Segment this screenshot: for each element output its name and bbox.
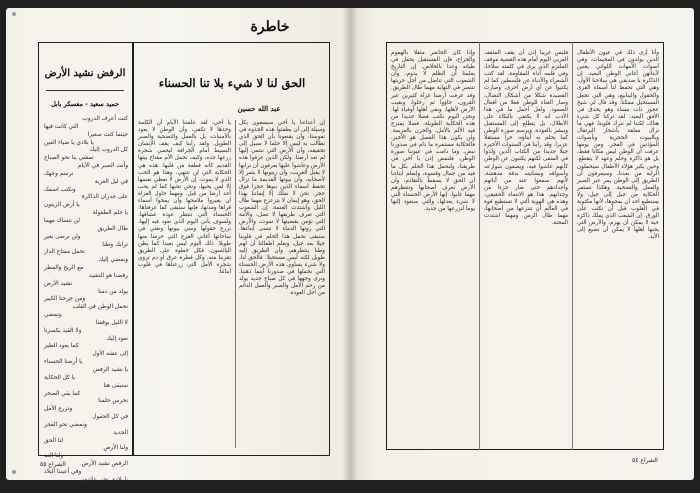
article-column-right: إن أعداءنا يا أخي سيسعون بكل وسيلة إلى أن يطفئوا هذه الجذوة في نفوسنا، وأن يقنعونا بأن الحق الذي نطالب به ليس إلا حلما لا سبيل إلى تحقيقه، وأن الأرض التي ننتمي إليها لم تعد أرضنا. ولكن الذين عرفوا هذه الأرض وعاشوا عليها يعرفون أن ترابها لا يقبل الغريب، وأن زيتونها لا يثمر إلا لأصحابه، وأن بيوتها القديمة ما تزال تحفظ أسماء الذين بنوها حجرا فوق حجر. نحن لا نملك إلا إيماننا بهذا الحق، وهو إيمان لا يتزعزع مهما طال الليل واشتدت العتمة. إن الشعوب التي تعرف طريقها لا تضل، والأمة التي تؤمن بقضيتها لا تموت، والأرض التي روتها الدماء لا تنسى أبناءها. سنبقى نحمل هذا الحلم في قلوبنا جيلا بعد جيل، ونعلم أطفالنا أن لهم وطنا ينتظرهم، وأن الطريق إليه طويل لكنه ليس مستحيلا. فالحق لنا، ولا شيء يساوي هذه الأرض الحسناء التي نحملها في صدورنا أينما ذهبنا، ونرى وجهها في كل صباح جديد يولد من رحم الأمل والصبر والعمل الدائم من أجل العودة. — [239, 120, 325, 297]
poem-line: التي كانت فيها — [44, 123, 79, 130]
right-divider-1 — [479, 42, 480, 450]
poem-line: كنت أعرف الدروب — [82, 116, 128, 122]
poem-line: نحمل مفتاح الدار — [44, 249, 85, 256]
poem-line: ترابك وطنا — [102, 241, 128, 248]
poem-line: على جدران الذاكرة — [81, 194, 128, 201]
poem-line: نعود إليك — [106, 335, 128, 342]
poem-line: يولد من دمنا — [98, 288, 128, 295]
poem-line: نحمل الوطن في القلب — [72, 304, 128, 311]
right-column-1: وأنا أرى ذلك في عيون الأطفال الذين يولدون في المخيمات، وفي أصوات الأمهات اللواتي يغنين لأبنائهن أغاني الوطن البعيد. إن الذاكرة يا صديقي هي سلاحنا الأول، وهي التي تحفظ لنا أسماء القرى والحقول والينابيع، وهي التي تجعل المستحيل ممكنا. وقد قال لي شيخ عجوز ذات مساء وهو يحدق في الأفق البعيد: لقد تركنا كل شيء هناك، لكننا لم نترك قلوبنا، فهي ما تزال معلقة بأشجار البرتقال وبالبيوت الحجرية وبأصوات المؤذنين في الفجر. ومن يومها عرفت أن الوطن ليس مكانا فقط، بل هو ذاكرة وحلم وعهد لا ينقطع. وحين يكبر هؤلاء الأطفال سيحملون الراية من بعدنا، وسيعرفون أن الطريق إلى الوطن يمر عبر الصبر والعمل والتضحية. وهكذا تستمر الحكاية من جيل إلى جيل، ولا يستطيع أحد أن يمحوها، لأنها مكتوبة في القلوب قبل أن تكتب على الورق. إن الشعب الذي يملك ذاكرة حية لا يمكن أن يهزم، والأرض التي يحبها أهلها لا يمكن أن تضيع إلى الأبد. — [577, 50, 659, 241]
poem-line: ونزرع الأمل — [44, 406, 73, 413]
article-gutter — [235, 120, 236, 448]
poem-line: الجديد — [113, 429, 128, 436]
poem-line: كما بقي الصخر — [44, 390, 81, 397]
page-footer-right: الشراع ٥٤ — [632, 457, 658, 464]
page-footer-left: الشراع ٥٥ — [40, 461, 66, 468]
poem-line: ولا القيد يكسرنا — [44, 327, 82, 334]
poem-line: يا بلادي نحن عائدون — [80, 476, 128, 483]
poem-line: كما يعود الطير — [44, 343, 79, 350]
poem-line: ولن نرضى بغير — [44, 233, 81, 240]
poem-line: كل الدروب إليك — [89, 147, 128, 154]
poem-line: يا نشيد الرفض — [92, 367, 128, 373]
poem-author: حميد سعيد - معسكر بابل — [51, 100, 119, 108]
poem-line: مع الريح والمطر — [44, 265, 84, 272]
left-page — [6, 8, 350, 491]
poem-line: إلى عشه الأول — [92, 351, 128, 358]
poem-title: الرفض نشيد الأرض — [44, 68, 126, 79]
column-divider — [132, 42, 134, 456]
poem-line: لنا الحق — [44, 437, 64, 444]
section-label: خاطرة — [250, 19, 290, 35]
right-column-3: وإذا كان الحاضر مثقلا بالهموم والجراح، فإن المستقبل يحمل في طياته وعدا بالخلاص. إن التاريخ يعلمنا أن الظلم لا يدوم، وأن الشعوب التي تناضل من أجل حريتها تنتصر في النهاية مهما طال الطريق. وقد عرفت أرضنا غزاة كثيرين عبر القرون، جاؤوا ثم رحلوا، وبقيت الأرض لأهلها، وبقي أهلها أوفياء لها. ونحن اليوم نكتب فصلا جديدا من هذه الحكاية الطويلة، فصلا يمتزج فيه الألم بالأمل، والحزن بالعزيمة. ولن يكون هذا الفصل هو الأخير، فالحكاية مستمرة ما دام في صدورنا نبض، وما دامت في عيوننا صورة الوطن. فلنمض إذن يا أخي في طريقنا، ولنحمل هذا الحلم بكل ما فيه من جمال وقسوة، ولنعلم أبناءنا أن الحق لا يسقط بالتقادم، وأن الأرض تعرف أصحابها وتنتظرهم مهما غابوا. إنها الأرض الحسناء التي لا شيء يعدلها، والتي سنعود إليها يوما لنزرعها من جديد. — [391, 50, 475, 213]
poem-title-rule — [46, 90, 124, 91]
poem-line: نرسم وجهك — [44, 170, 74, 177]
right-divider-2 — [572, 42, 573, 450]
poem-line: نشيد الأرض — [44, 280, 73, 287]
article-column-left: يا أخي، لقد علمتنا الأيام أن الكلمة وحدها لا تكفي، وأن الوطن لا يعود بالأمنيات، بل بالعمل والتضحية والصبر الطويل. ولقد رأينا كيف يقف الإنسان البسيط أمام الجرافة ليحمي شجرة زرعها جده، وكيف تحمل الأم مفتاح بيتها القديم كأنه قطعة من قلبها. هذه هي الحكاية التي لن تنتهي، وهذا هو الحب الذي لا يموت. إن الأرض لا تعطي نفسها إلا لمن يحبها، ونحن نحبها كما لم يحب أحد أرضا من قبل. ومهما حاول الغزاة أن يغيروا ملامحها وأن يمحوا أسماء قراها ومدنها، فإنها ستبقى كما عرفناها: الحسناء التي تنتظر عودة عشاقها. ولسوف يأتي اليوم الذي نعود فيه إليها، نزرع حقولها ونبني بيوتها ونغني في ساحاتها أغاني الفرح التي حرمنا منها طويلا. ذلك اليوم ليس بعيدا كما يظن اليائسون، فكل خطوة على الطريق تقربنا منه، وكل قطرة عرق أو دم تروي شجرة الأمل التي زرعناها في قلوب أبنائنا. — [138, 120, 231, 275]
poem-line: يا بلادي يا ضياء العين — [44, 139, 94, 146]
poem-line: يا أرض الزيتون — [44, 202, 80, 209]
book-gutter — [342, 8, 358, 480]
right-page — [350, 8, 694, 480]
poem-line: ونمضي نحو الفجر — [44, 421, 87, 428]
poem-line: نحرس حلمنا — [98, 398, 128, 405]
poem-line: حينما كنت صغيرا — [87, 131, 128, 138]
right-column-2: فليس غريبا إذن أن يقف المثقف العربي اليوم أمام هذه القضية موقف الملتزم الذي يرى في كلمته سلاحا، وفي قلمه أداة للمقاومة. لقد كتب الشعراء والأدباء عن فلسطين كما لم يكتبوا عن أي أرض أخرى، وصارت القصيدة شكلا من أشكال النضال، وصار الغناء للوطن فعلا من أفعال الصمود. ولعل أجمل ما في هذا الأدب أنه لا يكتفي بالبكاء على الأطلال، بل يتطلع إلى المستقبل ويبشر بالعودة، ويرسم صورة الوطن كما يحلم به أبناؤه: حرا مستقلا عزيزا. وقد رأينا في السنوات الأخيرة جيلا جديدا من الكتاب الذين ولدوا في المنفى لكنهم يكتبون عن الوطن كأنهم عاشوا فيه، ويصفون شوارعه وأسواقه وبساتينه بدقة مدهشة، لأنهم سمعوا عنه من آبائهم وأجدادهم حتى صار جزءا من وجدانهم. هذا هو الانتماء الحقيقي، وهذه هي الهوية التي لا تستطيع قوة في العالم أن تنتزعها من أصحابها، مهما طال الزمن ومهما اشتدت المحنة. — [484, 50, 568, 227]
poem-line: وفي أعيننا البلاد — [44, 468, 82, 475]
poem-line: يا كل الحكاية — [44, 374, 76, 381]
poem-line: سنبقى هنا — [103, 382, 128, 389]
poem-line: وأنت الصبر في الأيام — [77, 163, 128, 170]
poem-line: ونكتب اسمك — [44, 186, 76, 193]
binder-hole-top-left — [12, 12, 16, 16]
poem-line: يا حلم الطفولة — [92, 210, 128, 217]
poem-line: في ليل الغربة — [94, 178, 128, 185]
poem-line: طال الطريق — [97, 225, 128, 232]
article-author: عبد الله حسين — [237, 104, 281, 113]
magazine-spread — [6, 8, 694, 491]
binder-hole-bottom-left — [12, 470, 16, 474]
poem-line: كما وعدنا — [44, 484, 67, 491]
poem-line: رفضنا هو النشيد — [89, 272, 128, 279]
poem-line: لن ننساك مهما — [44, 217, 80, 224]
poem-line: في كل الحقول — [92, 414, 128, 421]
poem-line: ومن جرحنا الكبير — [44, 296, 86, 303]
poem-line: ولنا الأرض — [103, 445, 128, 452]
article-title: الحق لنا لا شيء بلا تنا الحسناء — [158, 76, 306, 90]
poem-line: الرفض نشيد الأرض — [81, 461, 128, 468]
poem-line: ونمضي إليك — [98, 257, 128, 264]
poem-line: تمشي بنا نحو الصباح — [44, 155, 94, 162]
poem-line: لا الليل يوقفنا — [95, 319, 128, 326]
poem-line: يا أرضنا الحسناء — [44, 359, 83, 366]
poem-line: ولنا الغد — [44, 453, 64, 460]
poem-line: ونمضي — [44, 312, 62, 319]
